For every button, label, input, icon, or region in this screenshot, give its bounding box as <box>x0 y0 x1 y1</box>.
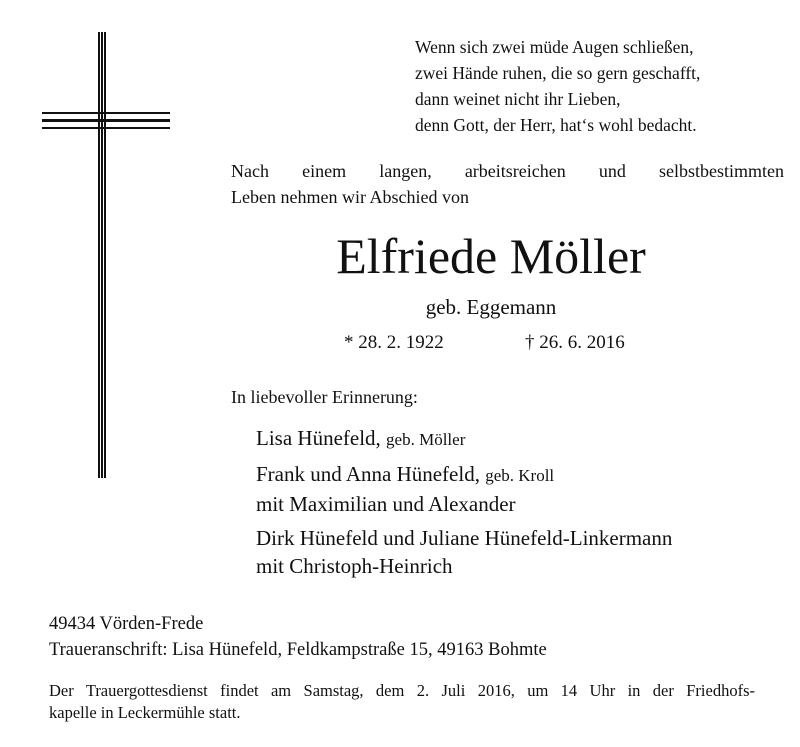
place: 49434 Vörden-Frede <box>49 614 204 634</box>
intro-line-2: Leben nehmen wir Abschied von <box>231 187 469 207</box>
family-name: Lisa Hünefeld, <box>256 426 381 450</box>
family-list <box>256 424 672 580</box>
service-line-1: Der Trauergottesdienst findet am Samstag, dem 2. Juli 2016, um 14 Uhr in der Friedhofs- <box>49 681 755 700</box>
family-entry <box>256 460 672 490</box>
poem-line: zwei Hände ruhen, die so gern geschafft, <box>415 63 701 83</box>
birth-name: geb. Eggemann <box>425 295 557 319</box>
family-name: Dirk Hünefeld und Juliane Hünefeld-Linkermann <box>256 526 673 550</box>
poem <box>415 34 700 138</box>
family-children: mit Maximilian und Alexander <box>256 492 516 516</box>
family-name: Frank und Anna Hünefeld, <box>256 462 480 486</box>
poem-line: dann weinet nicht ihr Lieben, <box>415 89 621 109</box>
service-line-2: kapelle in Leckermühle statt. <box>49 703 241 722</box>
family-entry <box>256 424 672 454</box>
mourning-address: Traueranschrift: Lisa Hünefeld, Feldkampstraße 15, 49163 Bohmte <box>49 640 547 660</box>
intro-line-1: Nach einem langen, arbeitsreichen und selbstbestimmten <box>231 161 784 181</box>
cross-icon <box>42 32 170 478</box>
death-date: † 26. 6. 2016 <box>525 332 625 353</box>
birth-date: * 28. 2. 1922 <box>344 332 444 353</box>
intro-text <box>231 158 784 210</box>
service-info <box>49 680 755 724</box>
deceased-name: Elfriede Möller <box>336 228 646 284</box>
family-maiden-name: geb. Möller <box>386 430 466 449</box>
memory-line: In liebevoller Erinnerung: <box>231 387 418 407</box>
poem-line: denn Gott, der Herr, hat‘s wohl bedacht. <box>415 115 697 135</box>
family-children: mit Christoph-Heinrich <box>256 554 453 578</box>
cross-horizontal-center-line <box>42 119 170 122</box>
family-maiden-name: geb. Kroll <box>485 466 555 485</box>
cross-vertical-center-line <box>101 32 103 478</box>
poem-line: Wenn sich zwei müde Augen schließen, <box>415 37 694 57</box>
